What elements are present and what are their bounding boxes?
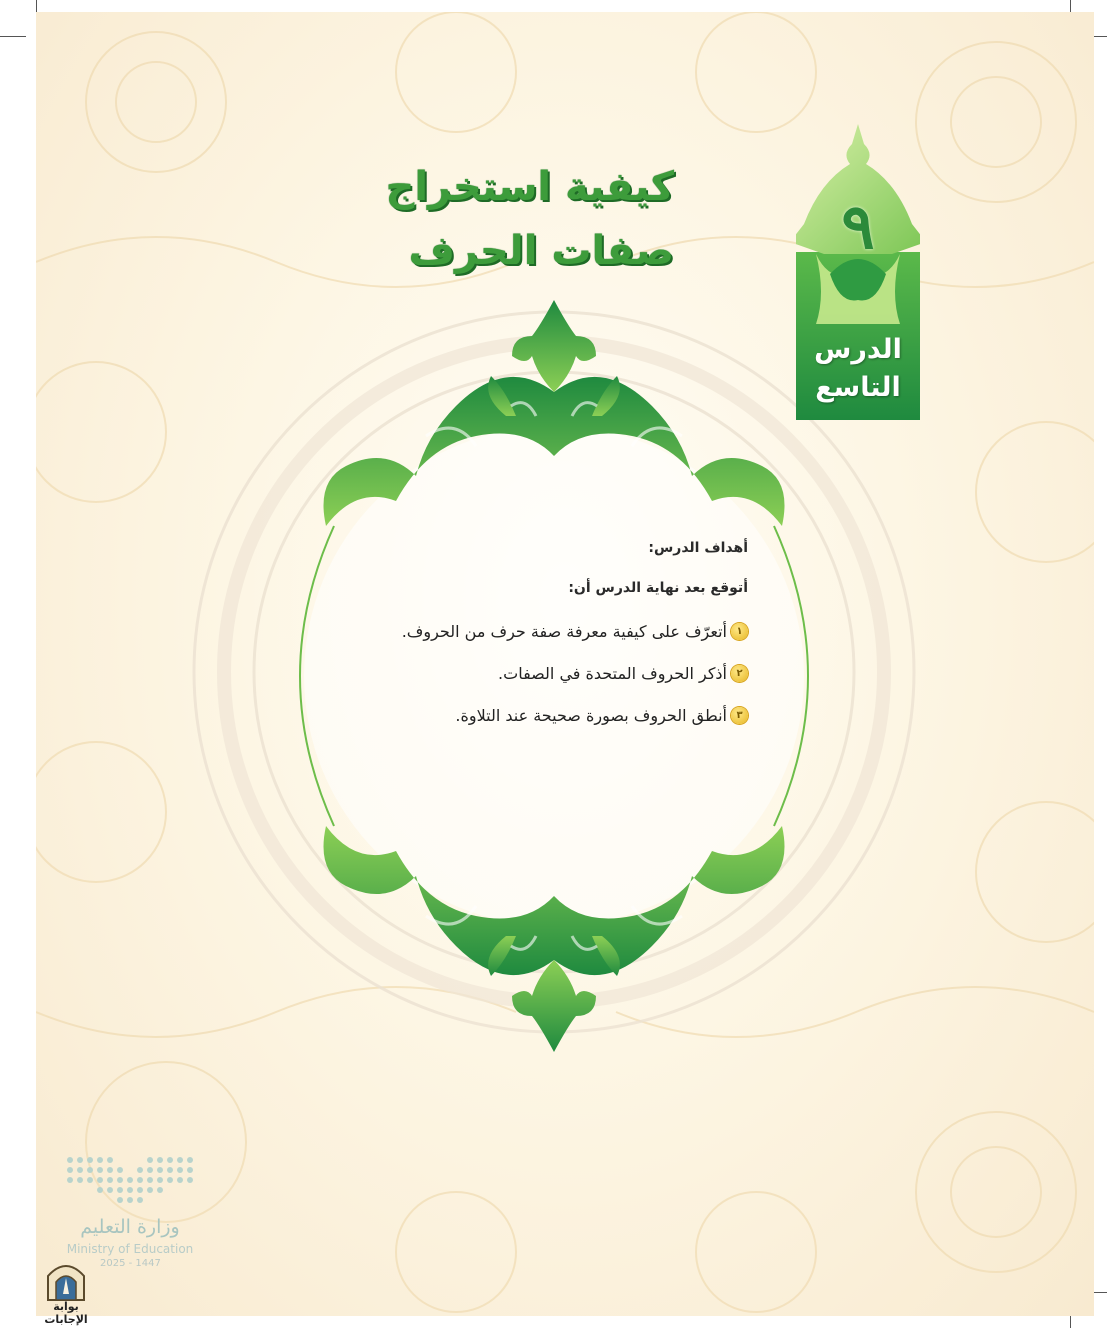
lesson-title-line2: صفات الحرف [408,228,674,274]
crop-mark [0,36,26,37]
objective-text: أذكر الحروف المتحدة في الصفات. [498,664,727,683]
objectives-intro: أتوقع بعد نهاية الدرس أن: [568,580,748,596]
lesson-label-line1: الدرس [814,334,902,365]
lesson-title-line1: كيفية استخراج [385,164,674,210]
objective-item [498,664,748,683]
objective-text: أتعرّف على كيفية معرفة صفة حرف من الحروف. [401,622,727,641]
ministry-dots-icon [60,1152,200,1212]
ministry-name-en: Ministry of Education [66,1242,194,1256]
ministry-name-ar: وزارة التعليم [80,1216,180,1238]
objective-item [455,706,748,725]
objectives-heading: أهداف الدرس: [648,540,748,556]
objective-number: ١ [731,623,748,640]
watermark-text: بوابة الإجابات [44,1300,88,1326]
objective-item [402,622,748,641]
book-page [36,12,1094,1316]
objective-text: أنطق الحروف بصورة صحيحة عند التلاوة. [455,706,727,725]
answers-gate-watermark [30,1258,102,1326]
objective-number: ٣ [731,707,748,724]
lesson-number: ٩ [841,190,875,263]
ministry-year: 2025 - 1447 [100,1258,161,1269]
mosque-icon [30,1258,102,1302]
objective-number: ٢ [731,665,748,682]
lesson-label-line2: التاسع [815,372,901,403]
